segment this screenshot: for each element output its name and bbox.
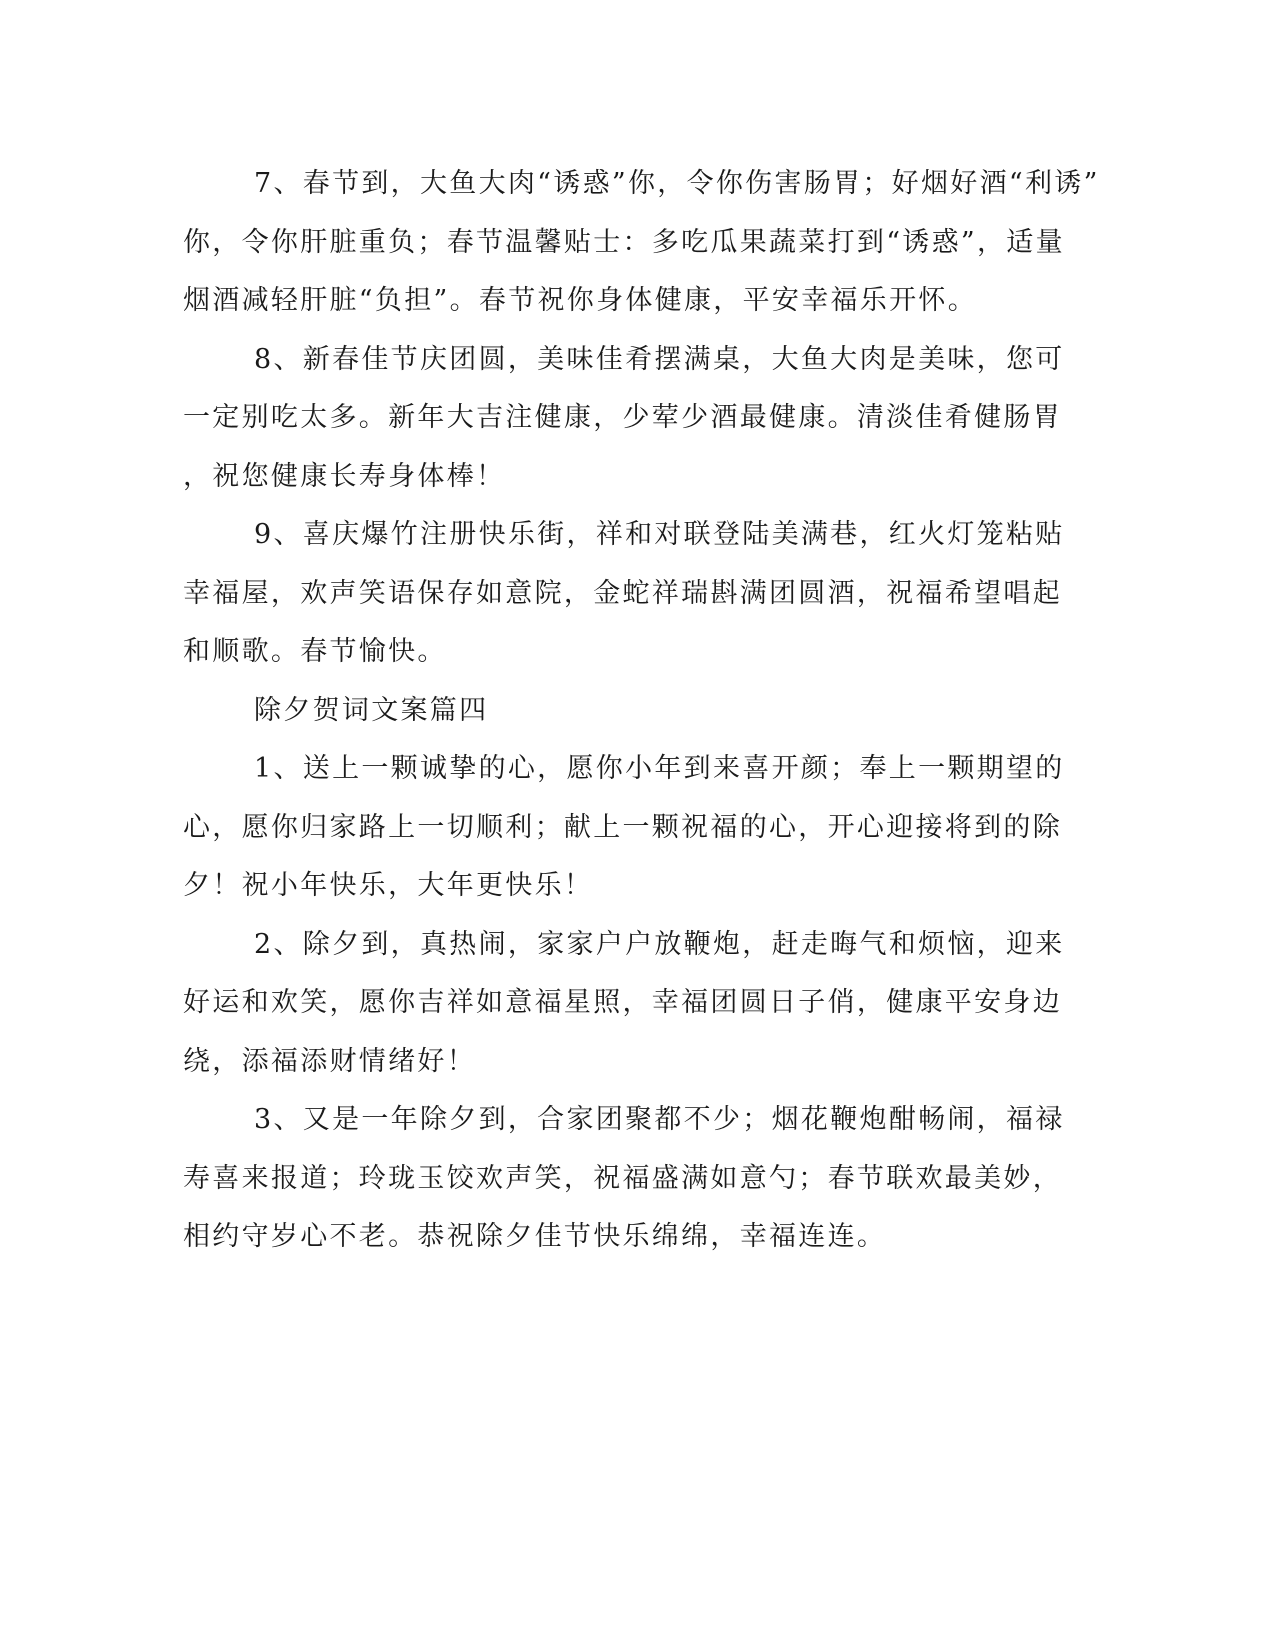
- text-line: 1、送上一颗诚挚的心，愿你小年到来喜开颜；奉上一颗期望的: [254, 753, 1065, 784]
- text-line: 你，令你肝脏重负；春节温馨贴士：多吃瓜果蔬菜打到“诱惑”，适量: [183, 226, 1065, 258]
- text-line: 幸福屋，欢声笑语保存如意院，金蛇祥瑞斟满团圆酒，祝福希望唱起: [183, 577, 1062, 609]
- section-heading: [183, 682, 1038, 741]
- heading-text: 除夕贺词文案篇四: [254, 694, 489, 726]
- paragraph-9: [183, 506, 1065, 682]
- text-line: ，祝您健康长寿身体棒！: [183, 460, 506, 492]
- paragraph-3: [183, 1091, 1065, 1267]
- text-line: 和顺歌。春节愉快。: [183, 636, 447, 667]
- text-line: 好运和欢笑，愿你吉祥如意福星照，幸福团圆日子俏，健康平安身边: [183, 987, 1062, 1018]
- text-line: 绕，添福添财情绪好！: [183, 1045, 476, 1077]
- document-body: [183, 155, 1100, 1267]
- text-line: 2、除夕到，真热闹，家家户户放鞭炮，赶走晦气和烦恼，迎来: [254, 928, 1065, 960]
- text-line: 8、新春佳节庆团圆，美味佳肴摆满桌，大鱼大肉是美味，您可: [254, 343, 1065, 375]
- text-line: 3、又是一年除夕到，合家团聚都不少；烟花鞭炮酣畅闹，福禄: [254, 1104, 1065, 1135]
- paragraph-8: [183, 331, 1065, 507]
- text-line: 9、喜庆爆竹注册快乐街，祥和对联登陆美满巷，红火灯笼粘贴: [254, 519, 1065, 550]
- paragraph-7: [183, 155, 1100, 331]
- paragraph-2: [183, 916, 1065, 1092]
- text-line: 烟酒减轻肝脏“负担”。春节祝你身体健康，平安幸福乐开怀。: [183, 285, 978, 316]
- text-line: 夕！祝小年快乐，大年更快乐！: [183, 870, 594, 901]
- text-line: 心，愿你归家路上一切顺利；献上一颗祝福的心，开心迎接将到的除: [183, 811, 1062, 843]
- text-line: 7、春节到，大鱼大肉“诱惑”你，令你伤害肠胃；好烟好酒“利诱”: [254, 168, 1100, 199]
- text-line: 寿喜来报道；玲珑玉饺欢声笑，祝福盛满如意勺；春节联欢最美妙，: [183, 1162, 1062, 1194]
- text-line: 相约守岁心不老。恭祝除夕佳节快乐绵绵，幸福连连。: [183, 1221, 887, 1252]
- paragraph-1: [183, 740, 1065, 916]
- text-line: 一定别吃太多。新年大吉注健康，少荤少酒最健康。清淡佳肴健肠胃: [183, 402, 1062, 433]
